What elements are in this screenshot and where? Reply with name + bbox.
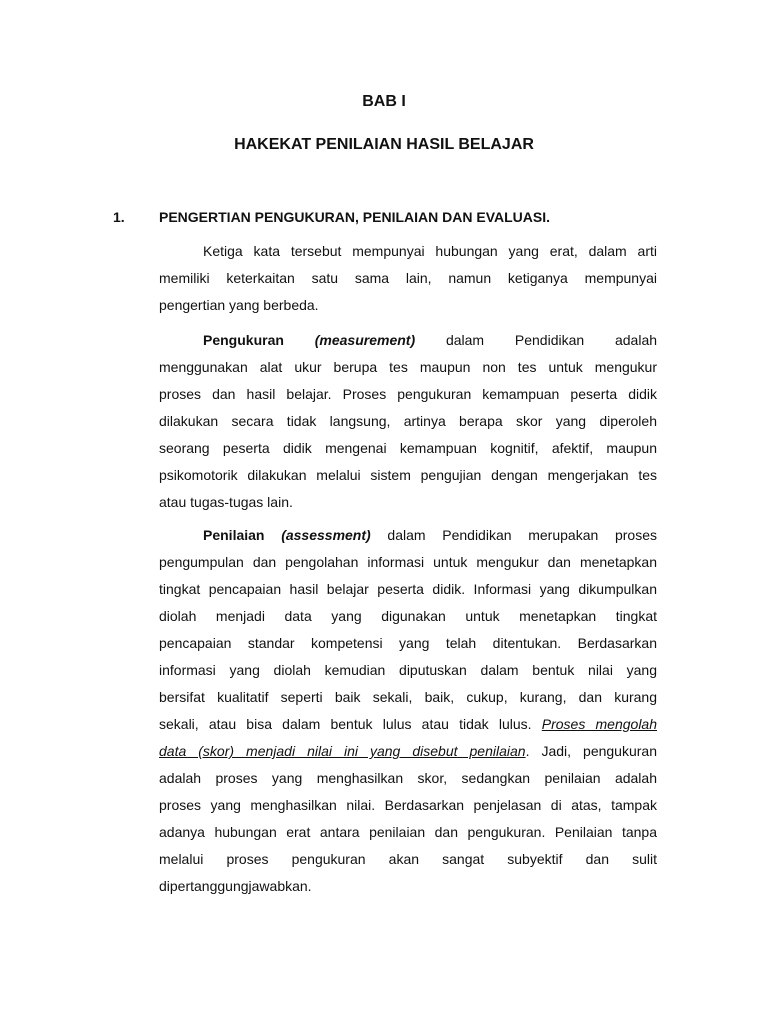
paragraph-line: dipertanggungjawabkan.	[159, 878, 312, 894]
paragraph-line	[159, 738, 657, 765]
paragraph-line: pencapaian standar kompetensi yang telah ditentukan. Berdasarkan	[159, 635, 657, 651]
paragraph-line	[159, 522, 657, 549]
paragraph-line: Ketiga kata tersebut mempunyai hubungan yang erat, dalam arti	[203, 243, 657, 259]
section-number: 1.	[113, 209, 125, 225]
paragraph-pengukuran	[159, 327, 657, 516]
paragraph-line: pengertian yang berbeda.	[159, 297, 319, 313]
term-penilaian: Penilaian	[203, 527, 265, 543]
underlined-definition: Proses mengolah	[541, 716, 657, 732]
paragraph-line: atau tugas-tugas lain.	[159, 494, 293, 510]
paragraph-line: dilakukan secara tidak langsung, artinya berapa skor yang diperoleh	[159, 413, 657, 429]
paragraph-penilaian	[159, 522, 657, 900]
section-title: PENGERTIAN PENGUKURAN, PENILAIAN DAN EVALUASI.	[159, 209, 550, 225]
paragraph-line: proses dan hasil belajar. Proses pengukuran kemampuan peserta didik	[159, 386, 657, 402]
paragraph-line: pengumpulan dan pengolahan informasi untuk mengukur dan menetapkan	[159, 554, 657, 570]
line-text: dalam Pendidikan adalah	[445, 332, 657, 348]
paragraph-line: tingkat pencapaian hasil belajar peserta didik. Informasi yang dikumpulkan	[159, 581, 657, 597]
underlined-definition: data (skor) menjadi nilai ini yang disebut penilaian	[159, 743, 526, 759]
paragraph-line: adalah proses yang menghasilkan skor, sedangkan penilaian adalah	[159, 770, 657, 786]
paragraph-line: seorang peserta didik mengenai kemampuan kognitif, afektif, maupun	[159, 440, 657, 456]
line-text: sekali, atau bisa dalam bentuk lulus atau tidak lulus.	[159, 716, 532, 732]
paragraph-line	[159, 711, 657, 738]
term-assessment: (assessment)	[281, 527, 371, 543]
paragraph-line: diolah menjadi data yang digunakan untuk menetapkan tingkat	[159, 608, 657, 624]
paragraph-line: proses yang menghasilkan nilai. Berdasarkan penjelasan di atas, tampak	[159, 797, 657, 813]
term-pengukuran: Pengukuran	[203, 332, 284, 348]
paragraph-line: memiliki keterkaitan satu sama lain, namun ketiganya mempunyai	[159, 270, 657, 286]
paragraph-line: menggunakan alat ukur berupa tes maupun non tes untuk mengukur	[159, 359, 657, 375]
line-text: . Jadi, pengukuran	[525, 743, 657, 759]
term-measurement: (measurement)	[314, 332, 416, 348]
paragraph-line: melalui proses pengukuran akan sangat subyektif dan sulit	[159, 851, 657, 867]
paragraph-line: adanya hubungan erat antara penilaian dan pengukuran. Penilaian tanpa	[159, 824, 657, 840]
paragraph-line: informasi yang diolah kemudian diputuskan dalam bentuk nilai yang	[159, 662, 657, 678]
paragraph-intro	[159, 238, 657, 319]
paragraph-line: bersifat kualitatif seperti baik sekali, baik, cukup, kurang, dan kurang	[159, 689, 657, 705]
line-text: dalam Pendidikan merupakan proses	[387, 527, 657, 543]
paragraph-line: psikomotorik dilakukan melalui sistem pengujian dengan mengerjakan tes	[159, 467, 657, 483]
chapter-title: HAKEKAT PENILAIAN HASIL BELAJAR	[234, 136, 534, 153]
paragraph-line	[159, 327, 657, 354]
chapter-heading: BAB I	[362, 93, 406, 110]
